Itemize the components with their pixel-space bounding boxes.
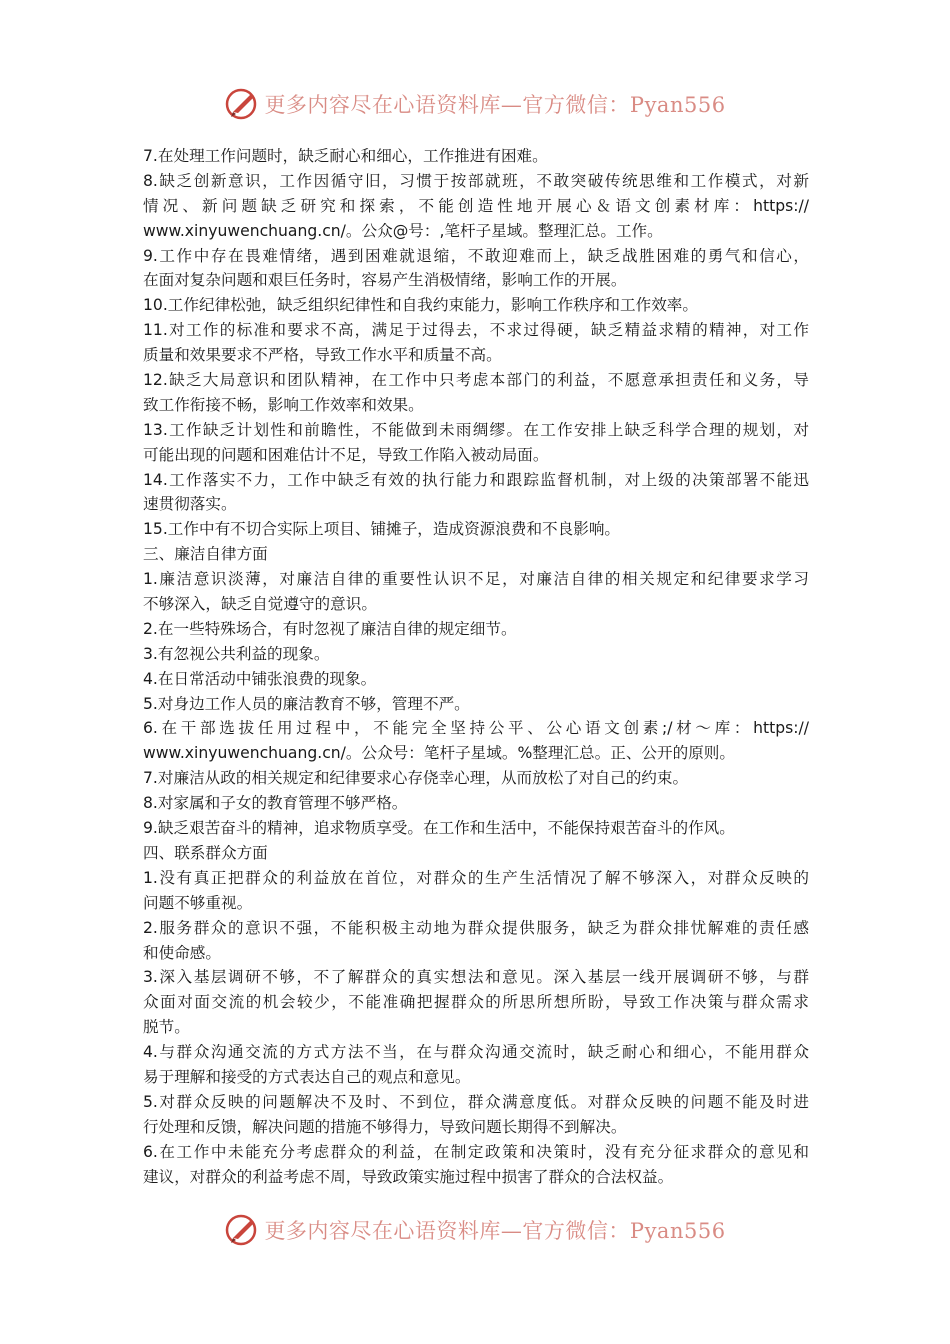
text-line: 行处理和反馈，解决问题的措施不够得力，导致问题长期得不到解决。 [143,1117,627,1136]
text-line: 质量和效果要求不严格，导致工作水平和质量不高。 [143,346,502,365]
text-line: 8.对家属和子女的教育管理不够严格。 [143,794,408,813]
watermark-text: 更多内容尽在心语资料库—官方微信：Pyan556 [264,1219,726,1243]
text-line: 问题不够重视。 [143,893,253,912]
text-line: 可能出现的问题和困难估计不足，导致工作陷入被动局面。 [143,445,549,464]
text-line: 脱节。 [143,1018,190,1037]
text-line: 情况、新问题缺乏研究和探索，不能创造性地开展心＆语文创素材库：https:// [143,196,809,215]
text-line: 3.深入基层调研不够，不了解群众的真实想法和意见。深入基层一线开展调研不够，与群 [143,968,809,987]
text-line: 众面对面交流的机会较少，不能准确把握群众的所思所想所盼，导致工作决策与群众需求 [143,993,809,1012]
header-watermark-banner [0,84,950,124]
text-line: 8.缺乏创新意识，工作因循守旧，习惯于按部就班，不敢突破传统思维和工作模式，对新 [143,171,809,190]
quill-logo-icon [224,1212,260,1248]
text-line: 在面对复杂问题和艰巨任务时，容易产生消极情绪，影响工作的开展。 [143,271,627,290]
text-line: 1.没有真正把群众的利益放在首位，对群众的生产生活情况了解不够深入，对群众反映的 [143,868,809,887]
text-line: 5.对群众反映的问题解决不及时、不到位，群众满意度低。对群众反映的问题不能及时进 [143,1092,809,1111]
text-line: 速贯彻落实。 [143,495,237,514]
text-line: 7.对廉洁从政的相关规定和纪律要求心存侥幸心理，从而放松了对自己的约束。 [143,769,689,788]
text-line: 易于理解和接受的方式表达自己的观点和意见。 [143,1067,471,1086]
footer-watermark-banner [0,1210,950,1250]
text-line: 三、廉洁自律方面 [143,545,268,564]
text-line: www.xinyuwenchuang.cn/。公众@号：,笔杆子星域。整理汇总。工作。 [143,221,663,240]
text-line: 四、联系群众方面 [143,843,268,862]
document-body [143,144,809,1189]
text-line: 12.缺乏大局意识和团队精神，在工作中只考虑本部门的利益，不愿意承担责任和义务，导 [143,371,809,390]
quill-logo-icon [224,86,260,122]
text-line: 4.在日常活动中铺张浪费的现象。 [143,669,377,688]
text-line: 9.缺乏艰苦奋斗的精神，追求物质享受。在工作和生活中，不能保持艰苦奋斗的作风。 [143,819,735,838]
text-line: 15.工作中有不切合实际上项目、铺摊子，造成资源浪费和不良影响。 [143,520,621,539]
text-line: 2.服务群众的意识不强，不能积极主动地为群众提供服务，缺乏为群众排忧解难的责任感 [143,918,809,937]
text-line: 7.在处理工作问题时，缺乏耐心和细心，工作推进有困难。 [143,147,548,165]
text-line: 5.对身边工作人员的廉洁教育不够，管理不严。 [143,694,470,713]
text-line: 致工作衔接不畅，影响工作效率和效果。 [143,395,424,414]
text-line: 1.廉洁意识淡薄，对廉洁自律的重要性认识不足，对廉洁自律的相关规定和纪律要求学习 [143,570,809,589]
text-line: 2.在一些特殊场合，有时忽视了廉洁自律的规定细节。 [143,619,517,638]
watermark-text: 更多内容尽在心语资料库—官方微信：Pyan556 [264,93,726,117]
text-line: 14.工作落实不力，工作中缺乏有效的执行能力和跟踪监督机制，对上级的决策部署不能迅 [143,470,809,489]
text-line: 13.工作缺乏计划性和前瞻性，不能做到未雨绸缪。在工作安排上缺乏科学合理的规划，对 [143,420,809,439]
text-line: 不够深入，缺乏自觉遵守的意识。 [143,595,377,614]
text-line: 9.工作中存在畏难情绪，遇到困难就退缩，不敢迎难而上，缺乏战胜困难的勇气和信心， [143,246,809,265]
text-line: 3.有忽视公共利益的现象。 [143,644,330,663]
text-line: www.xinyuwenchuang.cn/。公众号：笔杆子星域。%整理汇总。正、公开的原则。 [143,744,735,763]
text-line: 6.在工作中未能充分考虑群众的利益，在制定政策和决策时，没有充分征求群众的意见和 [143,1142,809,1161]
text-line: 和使命感。 [143,943,221,962]
text-line: 4.与群众沟通交流的方式方法不当，在与群众沟通交流时，缺乏耐心和细心，不能用群众 [143,1043,809,1062]
text-line: 建议，对群众的利益考虑不周，导致政策实施过程中损害了群众的合法权益。 [143,1167,674,1186]
text-line: 6.在干部选拔任用过程中，不能完全坚持公平、公心语文创素;/材～库：https:// [143,719,809,738]
text-line: 11.对工作的标准和要求不高，满足于过得去，不求过得硬，缺乏精益求精的精神，对工作 [143,321,809,340]
text-line: 10.工作纪律松弛，缺乏组织纪律性和自我约束能力，影响工作秩序和工作效率。 [143,296,698,315]
